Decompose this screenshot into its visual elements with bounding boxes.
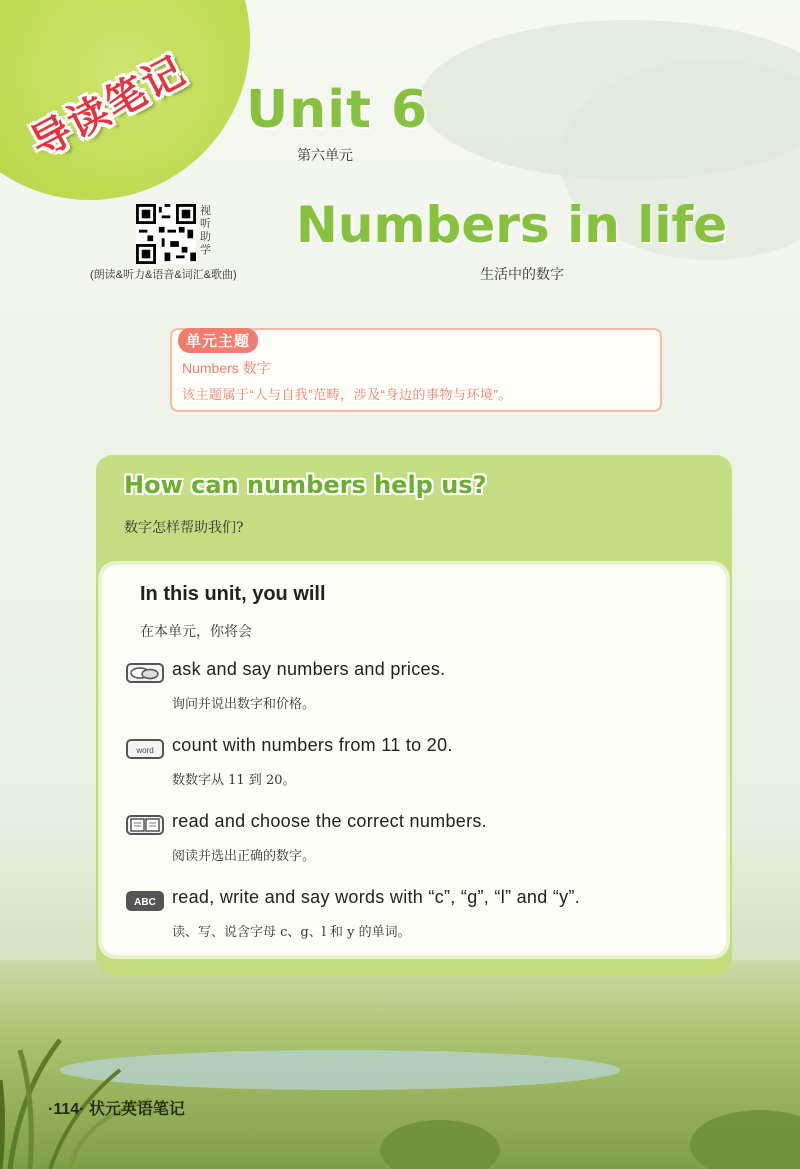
abc-icon: ABC [126,891,164,911]
theme-line-2: 该主题属于“人与自我”范畴，涉及“身边的事物与环境”。 [182,387,512,402]
goal-subtitle: 阅读并选出正确的数字。 [172,849,316,864]
question-subtitle: 数字怎样帮助我们? [124,520,244,536]
speech-bubbles-icon [126,663,164,683]
question-title: How can numbers help us? [124,471,487,499]
open-book-icon [126,815,164,835]
qr-code-icon[interactable] [136,204,196,264]
goal-text: ask and say numbers and prices. [172,659,446,679]
qr-side-label: 视听助学 [200,205,211,256]
qr-caption: (朗读&听力&语音&词汇&歌曲) [90,269,237,281]
unit-title: Unit 6 [246,80,429,140]
theme-line-1: Numbers 数字 [182,360,271,376]
theme-box [170,328,662,412]
theme-tag: 单元主题 [178,328,258,353]
goals-intro-subtitle: 在本单元，你将会 [140,624,252,640]
goal-text: count with numbers from 11 to 20. [172,735,453,755]
reeds-illustration [0,1000,180,1169]
word-card-icon: word [126,739,164,759]
unit-subtitle: 第六单元 [297,148,353,164]
goal-subtitle: 数数字从 11 到 20。 [172,773,296,788]
main-title: Numbers in life [296,196,728,254]
goal-text: read, write and say words with “c”, “g”, “l” and “y”. [172,887,581,907]
section-badge: 导读笔记 [23,47,194,168]
main-subtitle: 生活中的数字 [480,267,564,283]
page-footer: ·114· 状元英语笔记 [48,1101,185,1118]
goal-subtitle: 读、写、说含字母 c、g、l 和 y 的单词。 [172,925,411,940]
goal-subtitle: 询问并说出数字和价格。 [172,697,316,712]
goals-intro: In this unit, you will [140,583,326,605]
goal-text: read and choose the correct numbers. [172,811,487,831]
question-panel [96,455,732,975]
